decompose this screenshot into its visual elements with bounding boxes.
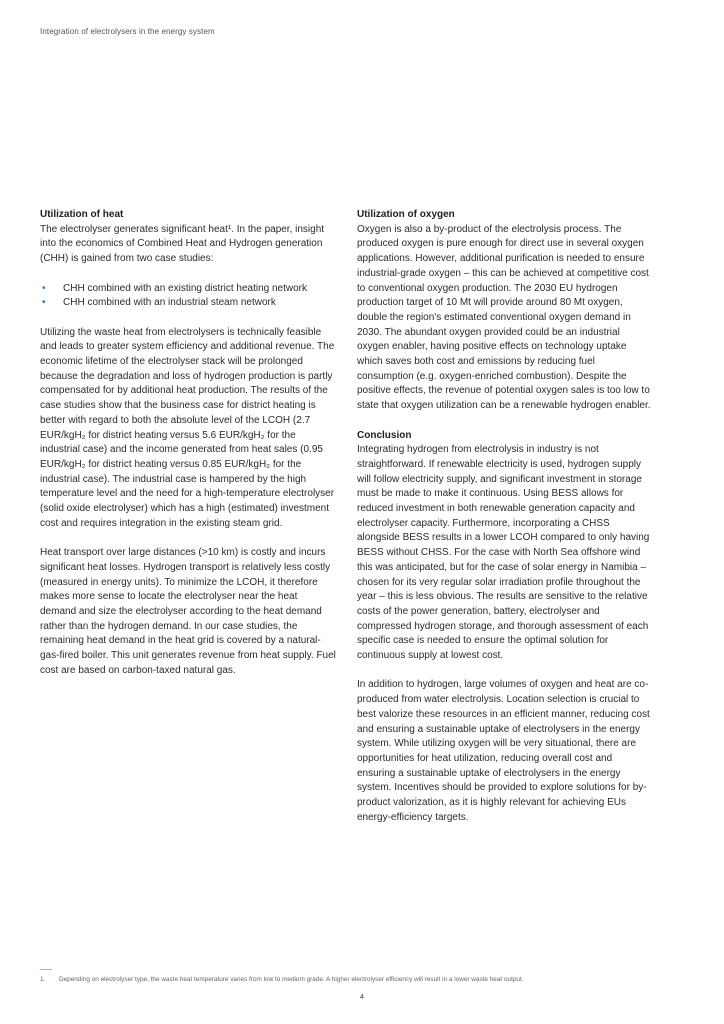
oxygen-heading: Utilization of oxygen <box>357 209 455 220</box>
waste-heat-paragraph: Utilizing the waste heat from electrolysers is technically feasible and leads to greater system efficiency and additional revenue. The economic lifetime of the electrolyser stack will be prolonged because the degradation and loss of hydrogen production is partly compensated for by additional heat production. The results of the case studies show that the business case for district heating is better with regard to both the absolute level of the LCOH (2.7 EUR/kgH₂ for district heating versus 5.6 EUR/kgH₂ for the industrial case) and the income generated from heat sales (0.95 EUR/kgH₂ for district heating versus 0.85 EUR/kgH₂ for the industrial case). The industrial case is hampered by the high temperature level and the need for a high-temperature electrolyser (solid oxide electrolyser) which has a high (estimated) investment cost and requires integration in the existing steam grid. <box>40 326 335 529</box>
heat-transport-paragraph: Heat transport over large distances (>10 km) is costly and incurs significant heat losses. Hydrogen transport is relatively less costly (measured in energy units). To minimize the LCOH, it therefore makes more sense to locate the electrolyser near the heat demand and size the electrolyser according to the heat demand rather than the hydrogen demand. In our case studies, the remaining heat demand in the heat grid is covered by a natural-gas-fired boiler. This unit generates revenue from heat supply. Fuel cost are based on carbon-taxed natural gas. <box>40 547 336 676</box>
footnote-number: 1. <box>40 976 46 983</box>
by-products-paragraph: In addition to hydrogen, large volumes of oxygen and heat are co-produced from water electrolysis. Location selection is crucial to best valorize these resources in an efficient manner, reducing cost and ensuring a sustainable uptake of electrolysers in the energy system. While utilizing oxygen will be very situational, there are opportunities for heat utilization, reducing overall cost and ensuring a sustainable uptake of electrolysers in the energy system. Incentives should be provided to explore solutions for by-product valorization, as it is highly relevant for achieving EUs energy-efficiency targets. <box>357 679 650 823</box>
left-column <box>40 208 336 678</box>
conclusion-paragraph: Integrating hydrogen from electrolysis in industry is not straightforward. If renewable electricity is used, hydrogen supply will follow electricity supply, and significant investment in storage must be made to make it continuous. Using BESS allows for reduced investment in both renewable generation capacity and electrolyser capacity. Furthermore, incorporating a CHSS alongside BESS results in a lower LCOH compared to only having BESS without CHSS. For the case with North Sea offshore wind this was anticipated, but for the case of solar energy in Namibia – chosen for its very regular solar irradiation profile throughout the year – this is less obvious. The results are sensitive to the relative costs of the power generation, battery, electrolyser and compressed hydrogen storage, and thorough assessment of each specific case is needed to ensure the optimal solution for continuous supply at lowest cost. <box>357 444 650 662</box>
heat-intro: The electrolyser generates significant heat¹. In the paper, insight into the economics of Combined Heat and Hydrogen generation (CHH) is gained from two case studies: <box>40 223 325 265</box>
conclusion-heading: Conclusion <box>357 429 412 441</box>
right-column <box>357 208 653 826</box>
footnote-divider <box>40 969 52 970</box>
footnote-text: Depending on electrolyser type, the waste heat temperature varies from low to medium grade. A higher electrolyser efficiency will result in a lower waste heat output. <box>59 976 524 983</box>
running-header: Integration of electrolysers in the energy system <box>40 27 215 36</box>
page-number: 4 <box>359 992 365 1001</box>
oxygen-paragraph: Oxygen is also a by-product of the electrolysis process. The produced oxygen is pure enough for direct use in several oxygen applications. However, additional purification is needed to ensure industrial-grade oxygen – this can be achieved at competitive cost to conventional oxygen production. The 2030 EU hydrogen production target of 10 Mt will provide around 80 Mt oxygen, double the region's estimated conventional oxygen demand in 2030. The abundant oxygen provided could be an industrial oxygen enabler, having positive effects on technology uptake which saves both cost and emissions by reducing fuel consumption (e.g. oxygen-enriched combustion). Despite the positive effects, the revenue of potential oxygen sales is too low to state that oxygen utilization can be a renewable hydrogen enabler. <box>357 223 651 412</box>
case-study-list <box>40 282 336 311</box>
list-item: • CHH combined with an industrial steam network <box>40 296 336 311</box>
footnote <box>40 976 680 983</box>
list-item: • CHH combined with an existing district heating network <box>40 282 336 297</box>
bullet-icon: • <box>42 297 46 309</box>
bullet-icon: • <box>42 282 46 294</box>
heat-heading: Utilization of heat <box>40 209 124 220</box>
